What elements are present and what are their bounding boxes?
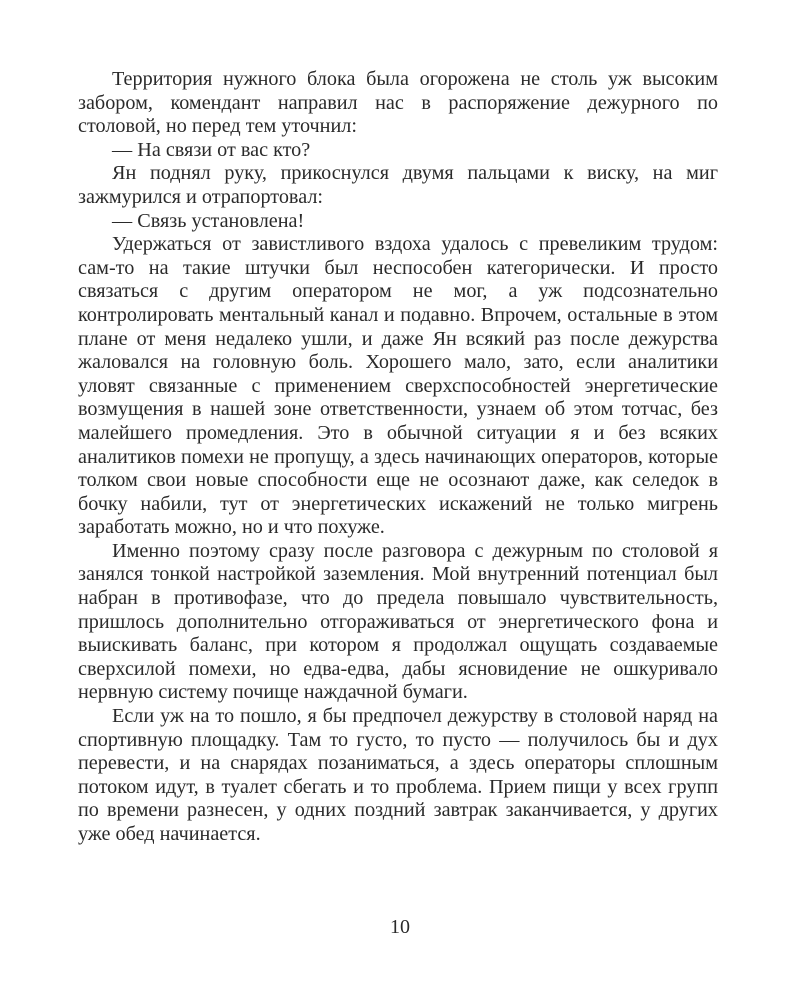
page-number: 10 [390,916,410,938]
book-page-text [78,68,718,847]
paragraph-1: Территория нужного блока была огорожена не столь уж высоким забором, комендант направил нас в распоряжение дежурного по столовой, но перед тем уточнил: [78,68,718,138]
paragraph-2: — На связи от вас кто? [112,138,311,161]
paragraph-3: Ян поднял руку, прикоснулся двумя пальцами к виску, на миг зажмурился и отрапортовал: [78,162,718,208]
paragraph-7: Если уж на то пошло, я бы предпочел дежурству в столовой наряд на спортивную площадку. Там то густо, то пусто — получилось бы и дух перевести, и на снарядах позаниматься, а здесь операторы сплошным потоком идут, в туалет сбегать и то проблема. Прием пищи у всех групп по времени разнесен, у одних поздний завтрак заканчивается, у других уже обед начинается. [78,705,718,845]
paragraph-5: Удержаться от завистливого вздоха удалось с превеликим трудом: сам-то на такие штучки был неспособен категорически. И просто связаться с другим оператором не мог, а уж подсознательно контролировать ментальный канал и подавно. Впрочем, остальные в этом плане от меня недалеко ушли, и даже Ян всякий раз после дежурства жаловался на головную боль. Хорошего мало, зато, если аналитики уловят связанные с применением сверхспособностей энергетические возмущения в нашей зоне ответственности, узнаем об этом тотчас, без малейшего промедления. Это в обычной ситуации я и без всяких аналитиков помехи не пропущу, а здесь начинающих операторов, которые толком свои новые способности еще не осознают даже, как селедок в бочку набили, тут от энергетических искажений не только мигрень заработать можно, но и что похуже. [78,233,718,539]
paragraph-6: Именно поэтому сразу после разговора с дежурным по столовой я занялся тонкой настройкой заземления. Мой внутренний потенциал был набран в противофазе, что до предела повышало чувствительность, пришлось дополнительно отгораживаться от энергетического фона и выискивать баланс, при котором я продолжал ощущать создаваемые сверхсилой помехи, но едва-едва, дабы ясновидение не ошкуривало нервную систему почище наждачной бумаги. [78,539,718,704]
paragraph-4: — Связь установлена! [112,209,305,232]
